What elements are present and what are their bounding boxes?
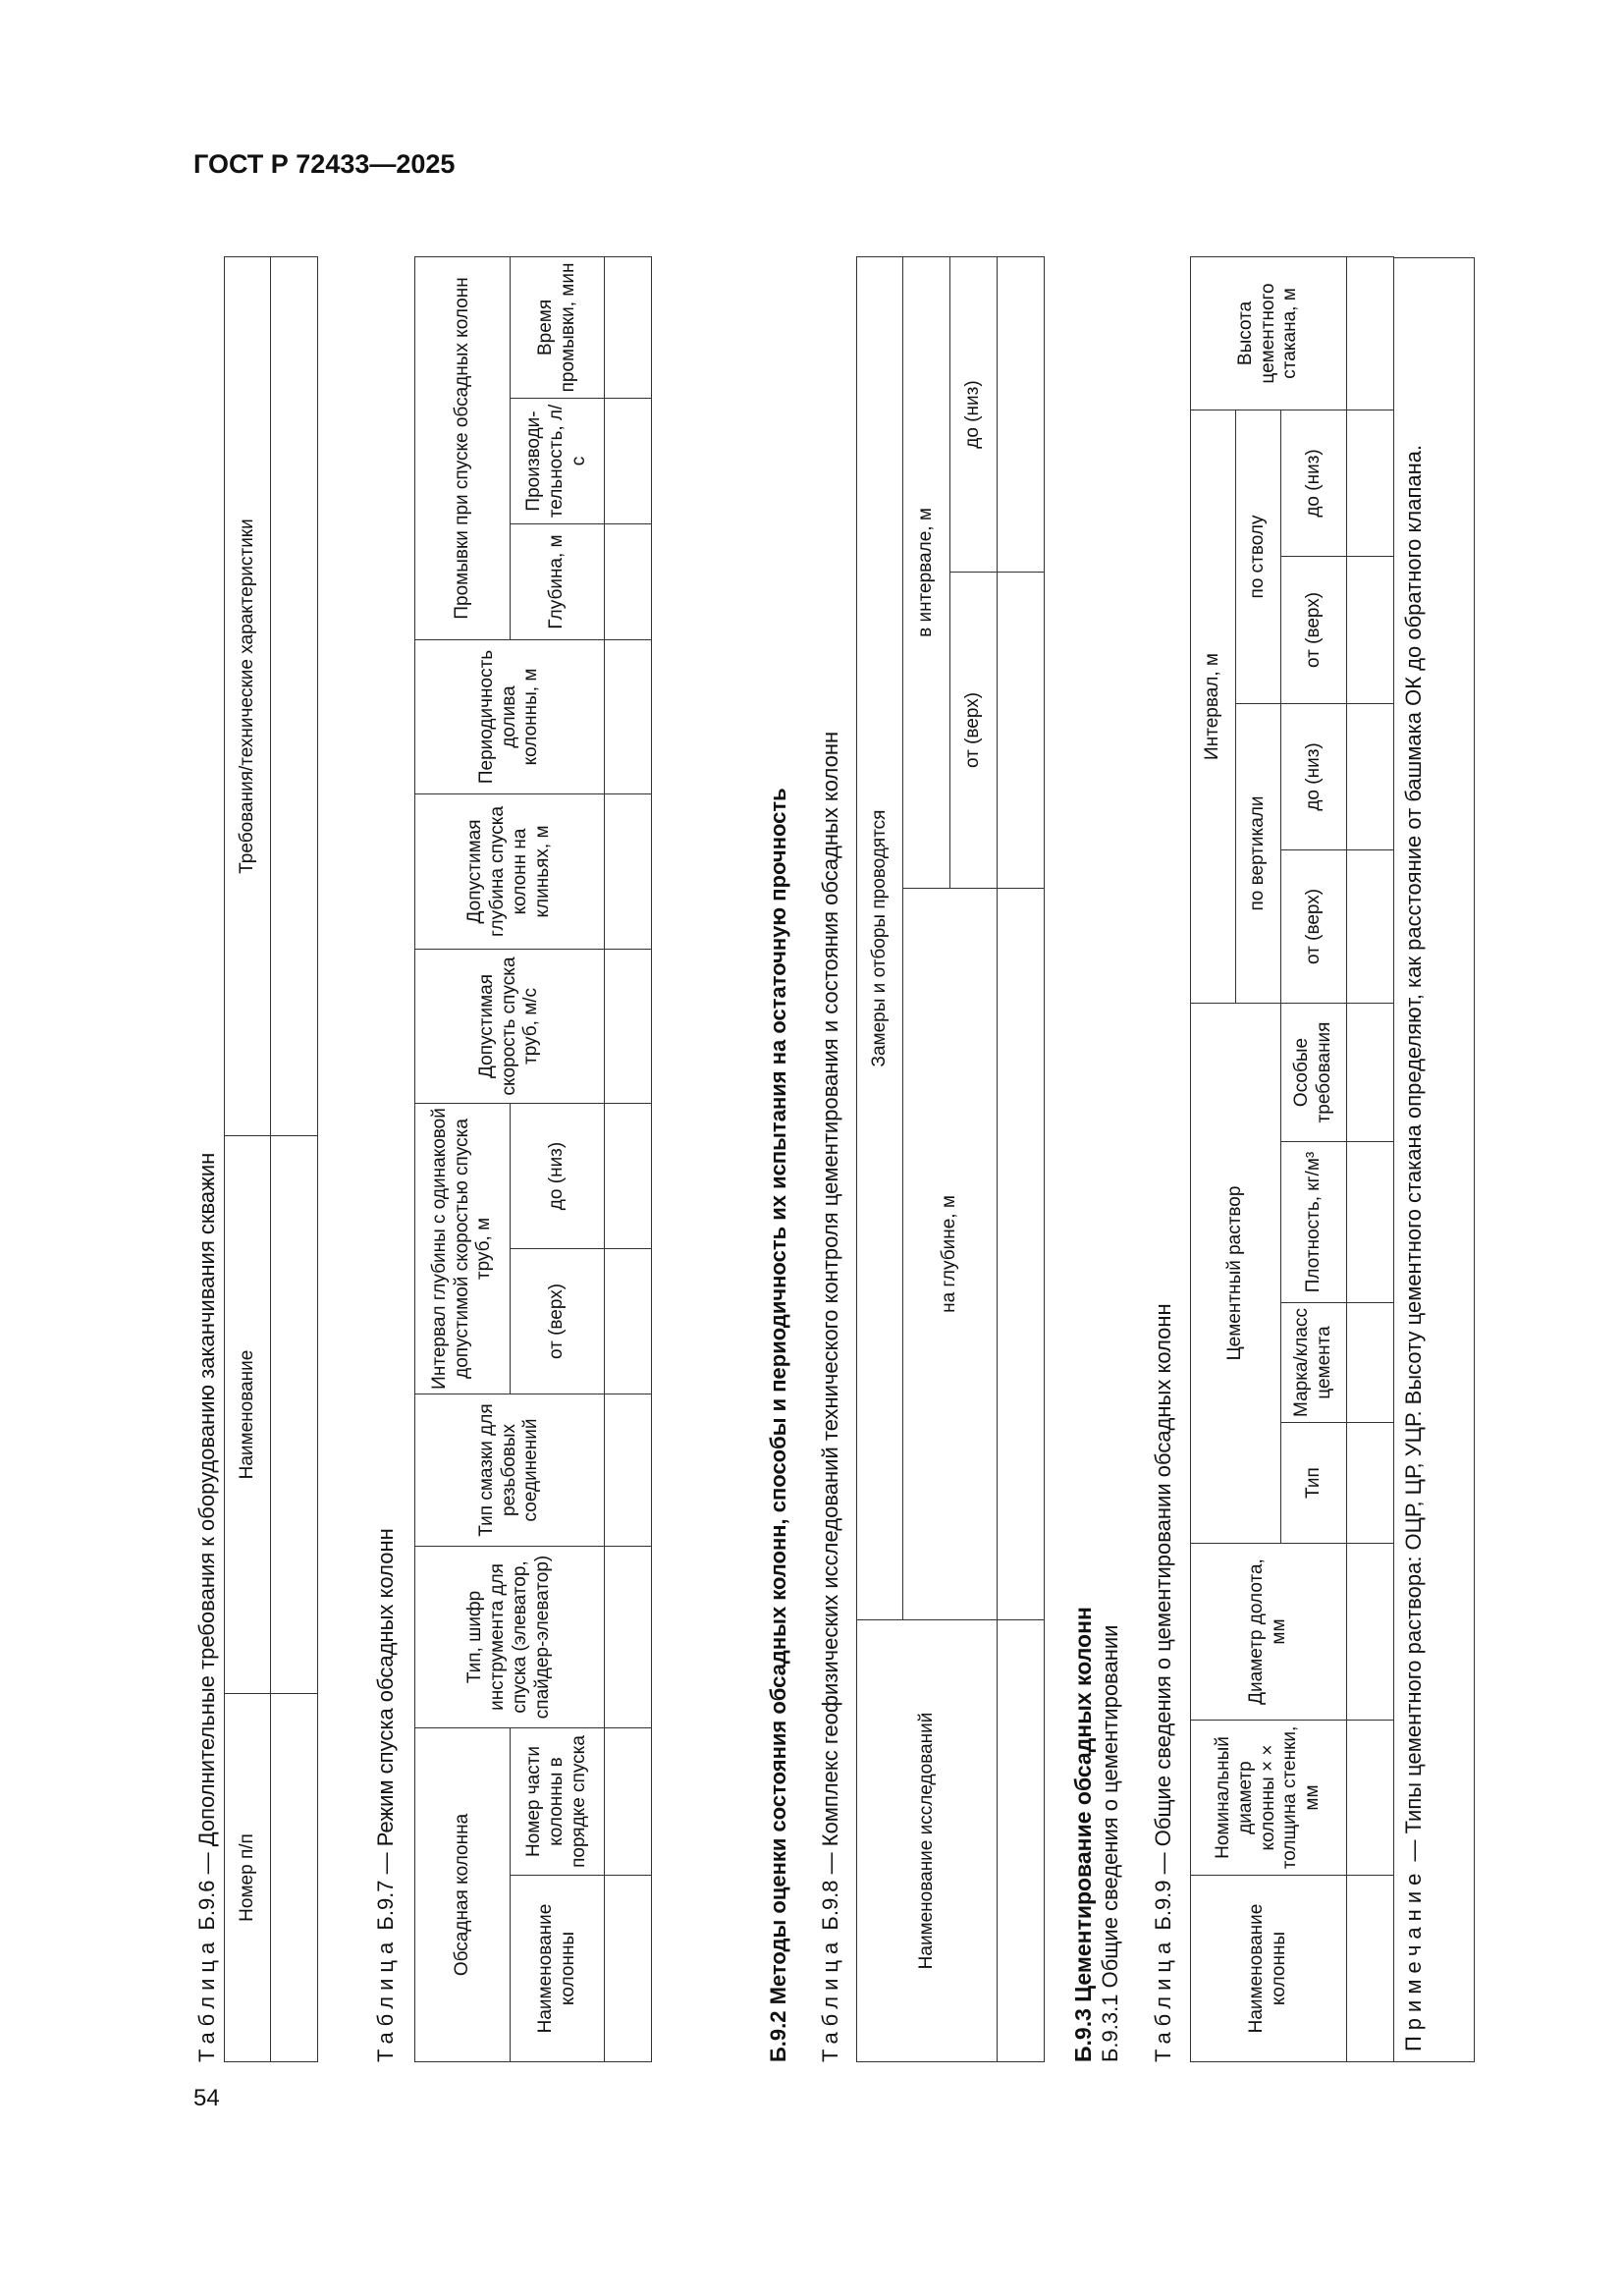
special-header: Особые требования (1281, 1003, 1347, 1141)
density-header: Плотность, кг/м³ (1281, 1142, 1347, 1303)
table-cell (605, 256, 652, 398)
type-header: Тип (1281, 1423, 1347, 1544)
table-b99-caption: Таблица Б.9.9 — Общие сведения о цементировании обсадных колонн (1151, 1303, 1175, 2062)
table-cell (605, 1727, 652, 1875)
table-b96 (224, 256, 318, 2062)
table-cell (605, 1394, 652, 1546)
borehole-to-bottom: до (низ) (1281, 410, 1347, 556)
section-b931-heading: Б.9.3.1 Общие сведения о цементировании (1098, 1624, 1122, 2062)
table-cell (605, 1248, 652, 1394)
speed-header: Допустимая скорость спуска труб, м/с (415, 949, 605, 1103)
table-cell (605, 523, 652, 639)
from-top-header: от (верх) (950, 573, 998, 889)
table-cell (271, 257, 318, 1136)
table-cell (1347, 410, 1394, 556)
bit-diameter-header: Диаметр долота, мм (1191, 1544, 1347, 1721)
table-cell (605, 398, 652, 523)
table-cell (271, 1136, 318, 1694)
rotated-content (187, 69, 1502, 2062)
casing-header: Обсадная колонна (415, 1727, 511, 2061)
table-cell (271, 1694, 318, 2062)
to-bottom-header: до (низ) (511, 1103, 605, 1248)
table-cell (1347, 1544, 1394, 1721)
table-b97-caption: Таблица Б.9.7 — Режим спуска обсадных колонн (373, 1528, 398, 2062)
depth-header: Глубина, м (511, 523, 605, 639)
page-number: 54 (193, 2085, 220, 2111)
flush-header: Промывки при спуске обсадных колонн (415, 256, 511, 639)
casing-name-header: Наименование колонны (1191, 1876, 1347, 2062)
table-cell (1347, 1423, 1394, 1544)
vertical-from-top: от (верх) (1281, 849, 1347, 1003)
table-cell (998, 1620, 1045, 2062)
grade-header: Марка/класс цемента (1281, 1303, 1347, 1423)
col-number: Номер п/п (225, 1694, 271, 2062)
flush-time-header: Время промывки, мин (511, 256, 605, 398)
table-cell (1347, 1142, 1394, 1303)
table-cell (1347, 703, 1394, 849)
table-cell (1347, 556, 1394, 703)
cement-slurry-header: Цементный раствор (1191, 1003, 1281, 1543)
table-b98-caption: Таблица Б.9.8 — Комплекс геофизических исследований технического контроля цементирования и состояния обсадных колонн (818, 731, 842, 2062)
study-name-header: Наименование исследований (857, 1620, 998, 2062)
col-name: Наименование (225, 1136, 271, 1694)
table-cell (605, 1103, 652, 1248)
table-cell (1347, 1003, 1394, 1141)
table-cell (1347, 1303, 1394, 1423)
table-cell (1347, 256, 1394, 410)
table-cell (605, 1546, 652, 1727)
table-cell (998, 889, 1045, 1620)
table-cell (998, 257, 1045, 573)
borehole-from-top: от (верх) (1281, 556, 1347, 703)
at-depth-header: на глубине, м (903, 889, 998, 1620)
section-b93-heading: Б.9.3 Цементирование обсадных колонн (1070, 1607, 1096, 2062)
note-text: Примечание — Типы цементного раствора: ОЦР, ЦР, УЦР. Высоту цементного стакана определяют, как расстояние от башмака ОК до обратного клапана. (1401, 444, 1426, 2051)
table-cell (1347, 1721, 1394, 1876)
table-b96-caption: Таблица Б.9.6 — Дополнительные требования к оборудованию заканчивания скважин (194, 1152, 219, 2062)
table-cell (605, 639, 652, 793)
table-cell (605, 1876, 652, 2062)
document-code: ГОСТ Р 72433—2025 (193, 149, 456, 179)
table-b99 (1190, 256, 1394, 2062)
from-top-header: от (верх) (511, 1248, 605, 1394)
col-requirements: Требования/технические характеристики (225, 257, 271, 1136)
table-b97 (414, 256, 652, 2062)
cup-height-header: Высота цементного стакана, м (1191, 256, 1347, 410)
casing-name-header: Наименование колонны (511, 1876, 605, 2062)
table-cell (1347, 849, 1394, 1003)
interval-header: Интервал, м (1191, 410, 1236, 1003)
vertical-header: по вертикали (1236, 703, 1281, 1003)
note-box (1394, 257, 1475, 2062)
interval-header: Интервал глубины с одинаковой допустимой скоростью спуска труб, м (415, 1103, 511, 1394)
borehole-header: по стволу (1236, 410, 1281, 703)
table-b98 (856, 256, 1045, 2062)
table-cell (605, 949, 652, 1103)
section-b92-heading: Б.9.2 Методы оценки состояния обсадных колонн, способы и периодичность их испытания на остаточную прочность (766, 788, 790, 2062)
fill-period-header: Периодичность долива колонны, м (415, 639, 605, 793)
grease-type-header: Тип смазки для резьбовых соединений (415, 1394, 605, 1546)
table-cell (998, 573, 1045, 889)
depth-wedges-header: Допустимая глубина спуска колонн на клиньях, м (415, 793, 605, 949)
table-cell (1347, 1876, 1394, 2062)
measurements-header: Замеры и отборы проводятся (857, 257, 903, 1620)
part-number-header: Номер части колонны в порядке спуска (511, 1727, 605, 1875)
in-interval-header: в интервале, м (903, 257, 950, 889)
capacity-header: Производи-тельность, л/с (511, 398, 605, 523)
nominal-diameter-header: Номинальный диаметр колонны × × толщина стенки, мм (1191, 1721, 1347, 1876)
table-cell (605, 793, 652, 949)
to-bottom-header: до (низ) (950, 257, 998, 573)
vertical-to-bottom: до (низ) (1281, 703, 1347, 849)
tool-type-header: Тип, шифр инструмента для спуска (элеватор, спайдер-элеватор) (415, 1546, 605, 1727)
